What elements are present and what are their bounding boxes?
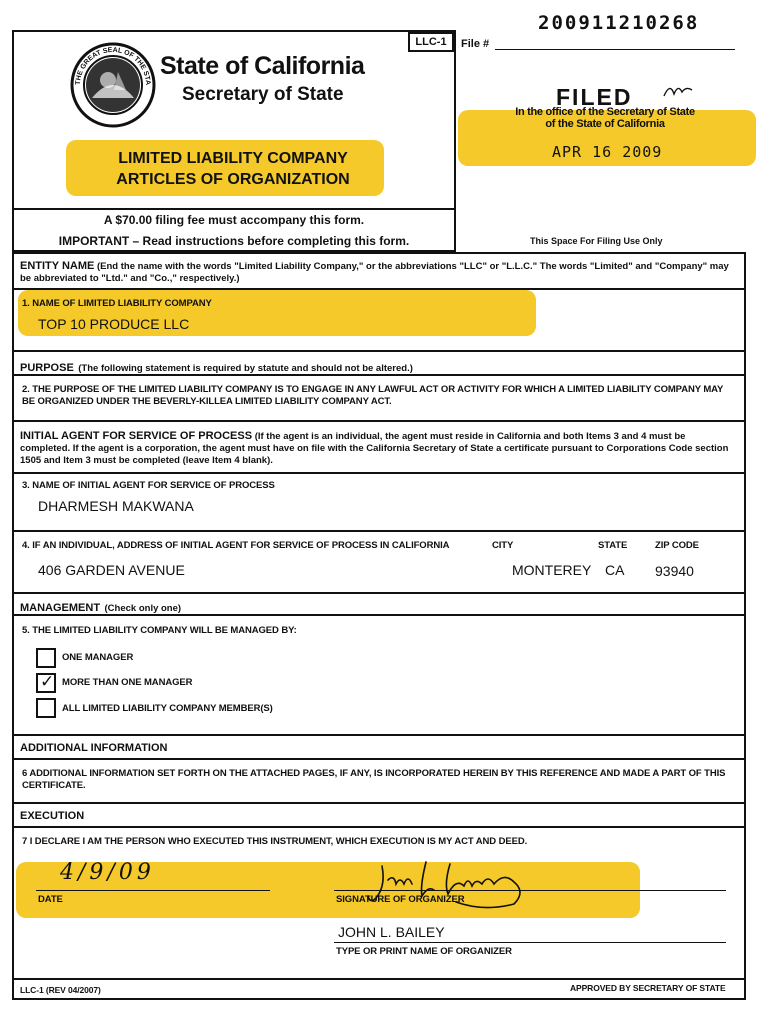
- zip-label: ZIP CODE: [655, 540, 699, 551]
- header-divider: [12, 208, 456, 210]
- form-code: LLC-1: [408, 32, 454, 52]
- printed-name-line: [334, 942, 726, 943]
- more-than-one-manager-label: MORE THAN ONE MANAGER: [62, 677, 193, 688]
- filed-stamp-line1: In the office of the Secretary of State: [515, 106, 695, 118]
- purpose-heading: PURPOSE: [20, 362, 74, 374]
- state-label: STATE: [598, 540, 628, 551]
- management-heading: MANAGEMENT: [20, 602, 101, 614]
- agent-name-value: DHARMESH MAKWANA: [38, 498, 194, 514]
- divider: [12, 758, 746, 760]
- divider: [12, 420, 746, 422]
- all-members-checkbox[interactable]: [36, 698, 56, 718]
- one-manager-label: ONE MANAGER: [62, 652, 134, 663]
- printed-name-value: JOHN L. BAILEY: [338, 924, 445, 940]
- filed-initials: [662, 78, 698, 102]
- entity-name-section: [20, 260, 734, 285]
- purpose-note: (The following statement is required by statute and should not be altered.): [78, 363, 413, 374]
- seal-text: THE GREAT SEAL OF THE STA: [74, 46, 152, 86]
- divider: [12, 592, 746, 594]
- execution-heading: EXECUTION: [20, 810, 85, 822]
- important-notice: IMPORTANT – Read instructions before completing this form.: [58, 234, 410, 248]
- file-number: 200911210268: [538, 12, 700, 34]
- state-subtitle: Secretary of State: [182, 84, 344, 105]
- city-label: CITY: [492, 540, 514, 551]
- agent-name-label: 3. NAME OF INITIAL AGENT FOR SERVICE OF PROCESS: [22, 480, 275, 491]
- form-title-line1: LIMITED LIABILITY COMPANY: [118, 150, 348, 167]
- entity-name-label: 1. NAME OF LIMITED LIABILITY COMPANY: [22, 298, 212, 309]
- divider: [12, 614, 746, 616]
- agent-address-label: 4. IF AN INDIVIDUAL, ADDRESS OF INITIAL AGENT FOR SERVICE OF PROCESS IN CALIFORNIA: [22, 540, 450, 551]
- entity-name-instructions: (End the name with the words "Limited Liability Company," or the abbreviations "LLC" or "L.L.C." The words "Limited" and "Company" may be abbreviated to "Ltd." and "Co.," respectively.): [20, 261, 729, 284]
- agent-instructions: (If the agent is an individual, the agent must reside in California and both Items 3 and 4 must be completed. If the agent is a corporation, the agent must have on file with the California Secretary of State a certificate pursuant to Corporations Code section 1505 and Item 3 must be completed (leave Item 4 blank).: [20, 431, 729, 466]
- form-revision: LLC-1 (REV 04/2007): [20, 985, 101, 995]
- divider: [12, 530, 746, 532]
- agent-address-value: 406 GARDEN AVENUE: [38, 562, 185, 578]
- filing-space-note: This Space For Filing Use Only: [530, 236, 663, 246]
- additional-text: 6 ADDITIONAL INFORMATION SET FORTH ON THE ATTACHED PAGES, IF ANY, IS INCORPORATED HEREIN BY THIS REFERENCE AND MADE A PART OF THIS CERTIFICATE.: [22, 768, 726, 791]
- agent-heading: INITIAL AGENT FOR SERVICE OF PROCESS: [20, 430, 253, 442]
- purpose-statement: 2. THE PURPOSE OF THE LIMITED LIABILITY COMPANY IS TO ENGAGE IN ANY LAWFUL ACT OR ACTIVITY FOR WHICH A LIMITED LIABILITY COMPANY MAY BE ORGANIZED UNDER THE BEVERLY-KILLEA LIMITED LIABILITY COMPANY ACT.: [22, 384, 724, 407]
- fee-notice: A $70.00 filing fee must accompany this form.: [103, 213, 365, 227]
- management-note: (Check only one): [104, 603, 182, 614]
- agent-zip-value: 93940: [655, 563, 694, 579]
- divider: [12, 978, 746, 980]
- more-than-one-manager-checkbox[interactable]: [36, 673, 56, 693]
- signature-text: John L Bailey: [364, 856, 370, 857]
- agent-city-value: MONTEREY: [512, 562, 592, 578]
- entity-name-heading: ENTITY NAME: [20, 260, 95, 272]
- state-title: State of California: [160, 52, 365, 80]
- date-label: DATE: [38, 894, 63, 905]
- all-members-label: ALL LIMITED LIABILITY COMPANY MEMBER(S): [62, 703, 273, 714]
- agent-section: [20, 430, 734, 467]
- divider: [12, 350, 746, 352]
- filed-stamp-line2: of the State of California: [545, 118, 665, 130]
- divider: [12, 734, 746, 736]
- agent-state-value: CA: [605, 562, 625, 578]
- management-label: 5. THE LIMITED LIABILITY COMPANY WILL BE MANAGED BY:: [22, 625, 297, 636]
- divider: [12, 472, 746, 474]
- signature-label: SIGNATURE OF ORGANIZER: [336, 894, 465, 905]
- form-title-line2: ARTICLES OF ORGANIZATION: [116, 171, 350, 188]
- printed-name-label: TYPE OR PRINT NAME OF ORGANIZER: [336, 946, 512, 957]
- filed-stamp-title: FILED: [556, 84, 633, 110]
- additional-heading: ADDITIONAL INFORMATION: [20, 742, 168, 754]
- execution-declaration: 7 I DECLARE I AM THE PERSON WHO EXECUTED THIS INSTRUMENT, WHICH EXECUTION IS MY ACT AND DEED.: [22, 836, 528, 847]
- date-line: [36, 890, 270, 891]
- approved-note: APPROVED BY SECRETARY OF STATE: [570, 983, 726, 993]
- filed-stamp-date: APR 16 2009: [552, 143, 663, 161]
- file-number-line: [495, 49, 735, 50]
- divider: [12, 802, 746, 804]
- divider: [12, 374, 746, 376]
- file-label: File #: [461, 38, 490, 50]
- entity-name-value: TOP 10 PRODUCE LLC: [38, 316, 190, 332]
- signature-line: [334, 890, 726, 891]
- divider: [12, 826, 746, 828]
- one-manager-checkbox[interactable]: [36, 648, 56, 668]
- execution-date-value: 4/9/09: [60, 860, 155, 885]
- check-mark-icon: ✓: [40, 672, 55, 692]
- state-seal: [70, 42, 156, 128]
